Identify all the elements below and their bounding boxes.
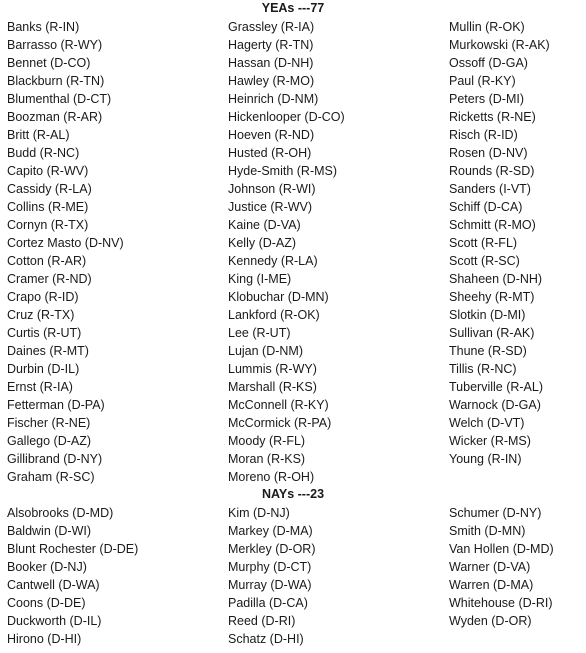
senator-entry: Britt (R-AL) <box>7 128 70 142</box>
senator-entry: Risch (R-ID) <box>449 128 518 142</box>
senator-entry: Cruz (R-TX) <box>7 308 75 322</box>
senator-entry: Blumenthal (D-CT) <box>7 92 112 106</box>
yeas-column-2 <box>228 18 449 486</box>
senator-entry: Baldwin (D-WI) <box>7 524 92 538</box>
senator-entry: Graham (R-SC) <box>7 470 95 484</box>
senator-entry: Booker (D-NJ) <box>7 560 87 574</box>
senator-entry: Peters (D-MI) <box>449 92 524 106</box>
senator-entry: Lankford (R-OK) <box>228 308 320 322</box>
senator-entry: Cassidy (R-LA) <box>7 182 92 196</box>
senator-entry: Klobuchar (D-MN) <box>228 290 329 304</box>
senator-entry: Welch (D-VT) <box>449 416 525 430</box>
senator-entry: McConnell (R-KY) <box>228 398 329 412</box>
senator-entry: Hickenlooper (D-CO) <box>228 110 345 124</box>
senator-entry: Scott (R-FL) <box>449 236 518 250</box>
senator-entry: Duckworth (D-IL) <box>7 614 102 628</box>
senator-entry: Ernst (R-IA) <box>7 380 73 394</box>
senator-entry: Reed (D-RI) <box>228 614 296 628</box>
senator-entry: Rounds (R-SD) <box>449 164 535 178</box>
senator-entry: Kennedy (R-LA) <box>228 254 318 268</box>
senator-entry: McCormick (R-PA) <box>228 416 332 430</box>
senator-entry: Schiff (D-CA) <box>449 200 523 214</box>
senator-entry: Blunt Rochester (D-DE) <box>7 542 139 556</box>
senator-entry: Murphy (D-CT) <box>228 560 312 574</box>
senator-entry: Wyden (D-OR) <box>449 614 532 628</box>
senator-entry: Hassan (D-NH) <box>228 56 314 70</box>
nays-column-2 <box>228 504 449 648</box>
senator-entry: Barrasso (R-WY) <box>7 38 103 52</box>
senator-entry: Cortez Masto (D-NV) <box>7 236 124 250</box>
senator-entry: Whitehouse (D-RI) <box>449 596 553 610</box>
senator-entry: Justice (R-WV) <box>228 200 313 214</box>
senator-entry: Thune (R-SD) <box>449 344 527 358</box>
senator-entry: Lee (R-UT) <box>228 326 291 340</box>
senator-entry: Moody (R-FL) <box>228 434 306 448</box>
senator-entry: Warnock (D-GA) <box>449 398 541 412</box>
senator-entry: Cotton (R-AR) <box>7 254 87 268</box>
senator-entry: Sullivan (R-AK) <box>449 326 535 340</box>
senator-entry: Cantwell (D-WA) <box>7 578 100 592</box>
senator-entry: Capito (R-WV) <box>7 164 89 178</box>
senator-entry: Durbin (D-IL) <box>7 362 80 376</box>
senator-entry: Collins (R-ME) <box>7 200 89 214</box>
senator-entry: Paul (R-KY) <box>449 74 516 88</box>
senator-entry: Husted (R-OH) <box>228 146 312 160</box>
senator-entry: Banks (R-IN) <box>7 20 80 34</box>
senator-entry: Murray (D-WA) <box>228 578 312 592</box>
senator-entry: Murkowski (R-AK) <box>449 38 550 52</box>
senator-entry: Mullin (R-OK) <box>449 20 525 34</box>
senator-entry: Crapo (R-ID) <box>7 290 79 304</box>
senator-entry: Rosen (D-NV) <box>449 146 528 160</box>
senator-entry: Schatz (D-HI) <box>228 632 304 646</box>
senator-entry: Cramer (R-ND) <box>7 272 92 286</box>
senator-entry: Marshall (R-KS) <box>228 380 317 394</box>
senator-entry: Cornyn (R-TX) <box>7 218 89 232</box>
senator-entry: Tillis (R-NC) <box>449 362 517 376</box>
yeas-heading: YEAs ---77 <box>261 1 325 15</box>
nays-column-3 <box>449 504 586 648</box>
senator-entry: Hagerty (R-TN) <box>228 38 314 52</box>
senator-entry: Ricketts (R-NE) <box>449 110 536 124</box>
senator-entry: Curtis (R-UT) <box>7 326 82 340</box>
senator-entry: Bennet (D-CO) <box>7 56 91 70</box>
senator-entry: Coons (D-DE) <box>7 596 86 610</box>
senator-entry: Fetterman (D-PA) <box>7 398 105 412</box>
senator-entry: Schumer (D-NY) <box>449 506 542 520</box>
senator-entry: Shaheen (D-NH) <box>449 272 543 286</box>
senator-entry: Hoeven (R-ND) <box>228 128 315 142</box>
senator-entry: Alsobrooks (D-MD) <box>7 506 114 520</box>
senator-entry: Padilla (D-CA) <box>228 596 308 610</box>
senator-entry: Wicker (R-MS) <box>449 434 531 448</box>
senator-entry: Moran (R-KS) <box>228 452 306 466</box>
senator-entry: Smith (D-MN) <box>449 524 526 538</box>
yeas-column-1 <box>0 18 228 486</box>
senator-entry: Heinrich (D-NM) <box>228 92 319 106</box>
senator-entry: Lujan (D-NM) <box>228 344 304 358</box>
senator-entry: Moreno (R-OH) <box>228 470 315 484</box>
senator-entry: Hawley (R-MO) <box>228 74 315 88</box>
nays-columns <box>0 504 586 648</box>
senator-entry: Van Hollen (D-MD) <box>449 542 554 556</box>
senator-entry: Kim (D-NJ) <box>228 506 290 520</box>
senator-entry: Sheehy (R-MT) <box>449 290 535 304</box>
senator-entry: Daines (R-MT) <box>7 344 89 358</box>
senator-entry: Hyde-Smith (R-MS) <box>228 164 338 178</box>
senator-entry: Gillibrand (D-NY) <box>7 452 103 466</box>
senator-entry: Ossoff (D-GA) <box>449 56 528 70</box>
senator-entry: Budd (R-NC) <box>7 146 80 160</box>
senator-entry: Johnson (R-WI) <box>228 182 316 196</box>
senator-entry: Scott (R-SC) <box>449 254 520 268</box>
senator-entry: Blackburn (R-TN) <box>7 74 105 88</box>
senator-entry: Merkley (D-OR) <box>228 542 316 556</box>
senator-entry: Sanders (I-VT) <box>449 182 531 196</box>
senator-entry: Kelly (D-AZ) <box>228 236 297 250</box>
senator-entry: Grassley (R-IA) <box>228 20 315 34</box>
senator-entry: Tuberville (R-AL) <box>449 380 544 394</box>
senator-entry: Slotkin (D-MI) <box>449 308 526 322</box>
senator-entry: Schmitt (R-MO) <box>449 218 536 232</box>
senator-entry: Boozman (R-AR) <box>7 110 103 124</box>
yeas-columns <box>0 18 586 486</box>
senator-entry: Warner (D-VA) <box>449 560 531 574</box>
senator-entry: Lummis (R-WY) <box>228 362 317 376</box>
senator-entry: King (I-ME) <box>228 272 292 286</box>
senator-entry: Markey (D-MA) <box>228 524 313 538</box>
nays-heading: NAYs ---23 <box>261 487 325 501</box>
senator-entry: Hirono (D-HI) <box>7 632 82 646</box>
senator-entry: Warren (D-MA) <box>449 578 534 592</box>
senator-entry: Young (R-IN) <box>449 452 522 466</box>
senator-entry: Kaine (D-VA) <box>228 218 301 232</box>
senator-entry: Gallego (D-AZ) <box>7 434 92 448</box>
yeas-column-3 <box>449 18 586 486</box>
nays-section <box>0 486 586 653</box>
nays-column-1 <box>0 504 228 648</box>
senator-entry: Fischer (R-NE) <box>7 416 91 430</box>
